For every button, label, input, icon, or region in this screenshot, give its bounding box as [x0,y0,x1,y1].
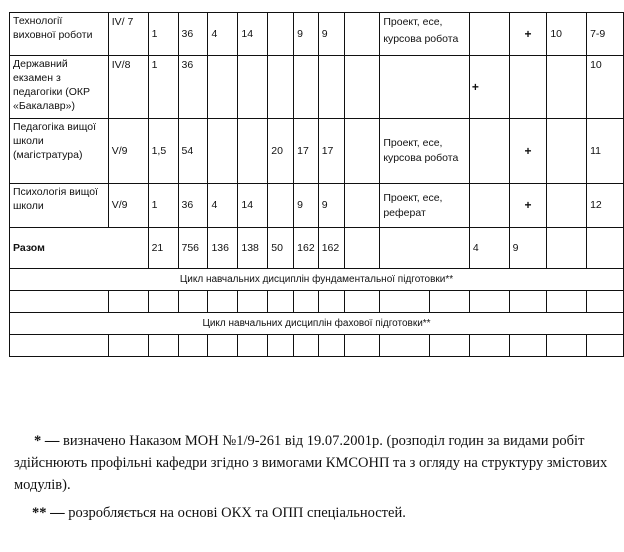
credit-mark-cell: + [509,119,547,184]
total-lectures: 136 [208,228,238,269]
total-semester [587,228,624,269]
course-semester: V/9 [108,184,148,228]
value-cell [547,119,587,184]
total-labs: 50 [268,228,294,269]
self-study-cell: 9 [318,13,344,56]
total-self-study: 162 [318,228,344,269]
value-cell [547,56,587,119]
empty-cell [344,119,380,184]
total-row [10,228,624,269]
value-cell: 10 [547,13,587,56]
labs-cell: 20 [268,119,294,184]
section-row [10,269,624,291]
curriculum-table [9,12,624,357]
exam-mark-cell: + [469,56,509,119]
footnote-2-text: розробляється на основі ОКХ та ОПП спеціальностей. [68,505,406,521]
empty-cell [344,184,380,228]
course-semester: IV/ 7 [108,13,148,56]
credits-cell: 1 [148,13,178,56]
semester-cell: 12 [587,184,624,228]
table-row [10,119,624,184]
lectures-cell: 4 [208,184,238,228]
footnote-1 [14,430,614,496]
value-cell [547,184,587,228]
exam-mark-cell [469,119,509,184]
lectures-cell [208,56,238,119]
total-practicals: 138 [238,228,268,269]
individual-cell: 9 [294,184,319,228]
exam-mark-cell [469,184,509,228]
total-form [380,228,470,269]
footnotes [14,430,614,524]
credits-cell: 1 [148,56,178,119]
section-title-professional: Цикл навчальних дисциплін фахової підготовки** [10,313,624,335]
hours-total-cell: 36 [178,13,208,56]
empty-row [10,335,624,357]
discipline-name: Технології виховної роботи [10,13,109,56]
practicals-cell [238,119,268,184]
empty-cell [344,56,380,119]
credit-mark-cell: + [509,184,547,228]
empty-cell [344,228,380,269]
credit-mark-cell: + [509,13,547,56]
hours-total-cell: 36 [178,184,208,228]
self-study-cell [318,56,344,119]
hours-total-cell: 54 [178,119,208,184]
total-value [547,228,587,269]
work-form-cell [380,56,470,119]
work-form-cell: Проект, есе, реферат [380,184,470,228]
self-study-cell: 9 [318,184,344,228]
semester-cell: 7-9 [587,13,624,56]
semester-cell: 10 [587,56,624,119]
total-credit-tests: 9 [509,228,547,269]
individual-cell: 17 [294,119,319,184]
section-title-fundamental: Цикл навчальних дисциплін фундаментальної підготовки** [10,269,624,291]
course-semester: IV/8 [108,56,148,119]
empty-row [10,291,624,313]
footnote-1-mark: * — [34,433,60,449]
total-exams: 4 [469,228,509,269]
practicals-cell [238,56,268,119]
total-label: Разом [10,228,149,269]
total-hours: 756 [178,228,208,269]
credits-cell: 1,5 [148,119,178,184]
course-semester: V/9 [108,119,148,184]
lectures-cell [208,119,238,184]
hours-total-cell: 36 [178,56,208,119]
individual-cell: 9 [294,13,319,56]
footnote-2-mark: ** — [32,505,65,521]
labs-cell [268,13,294,56]
lectures-cell: 4 [208,13,238,56]
discipline-name: Педагогіка вищої школи (магістратура) [10,119,109,184]
discipline-name: Державний екзамен з педагогіки (ОКР «Бакалавр») [10,56,109,119]
exam-mark-cell [469,13,509,56]
table-row [10,56,624,119]
total-individual: 162 [294,228,319,269]
table-row [10,184,624,228]
credits-cell: 1 [148,184,178,228]
credit-mark-cell [509,56,547,119]
footnote-1-text: визначено Наказом МОН №1/9-261 від 19.07.2001р. (розподіл годин за видами робіт здійснюють профільні кафедри згідно з вимогами КМСОНП та з огляду на структуру змістових модулів). [14,433,608,493]
work-form-cell: Проект, есе, курсова робота [380,13,470,56]
empty-cell [344,13,380,56]
discipline-name: Психологія вищої школи [10,184,109,228]
self-study-cell: 17 [318,119,344,184]
semester-cell: 11 [587,119,624,184]
labs-cell [268,184,294,228]
section-row [10,313,624,335]
total-credits: 21 [148,228,178,269]
table-row [10,13,624,56]
footnote-2 [14,502,614,524]
practicals-cell: 14 [238,184,268,228]
work-form-cell: Проект, есе, курсова робота [380,119,470,184]
practicals-cell: 14 [238,13,268,56]
labs-cell [268,56,294,119]
individual-cell [294,56,319,119]
